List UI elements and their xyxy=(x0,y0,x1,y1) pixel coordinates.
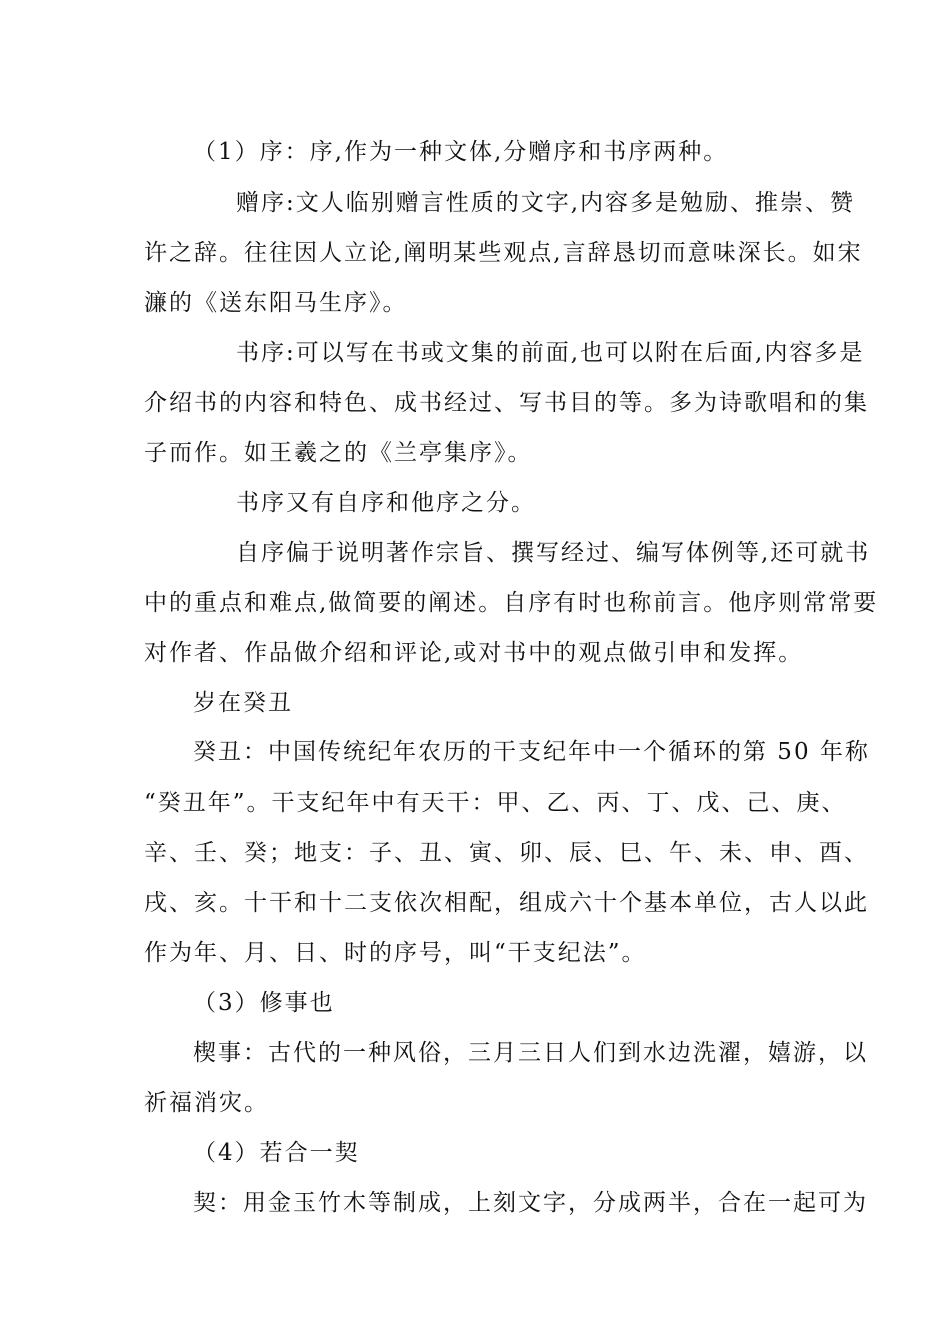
section-heading: （4）若合一契 xyxy=(193,1140,360,1166)
paragraph-line: 书序:可以写在书或文集的前面,也可以附在后面,内容多是 xyxy=(236,340,865,366)
paragraph-line: 子而作。如王羲之的《兰亭集序》。 xyxy=(144,440,533,466)
paragraph-line: 赠序:文人临别赠言性质的文字,内容多是勉励、推崇、赞 xyxy=(236,190,856,216)
paragraph-line: 对作者、作品做介绍和评论,或对书中的观点做引申和发挥。 xyxy=(144,640,804,666)
paragraph-line: 作为年、月、日、时的序号，叫“干支纪法”。 xyxy=(144,940,647,966)
paragraph-line: 中的重点和难点,做简要的阐述。自序有时也称前言。他序则常常要 xyxy=(144,590,879,616)
paragraph-line: 许之辞。往往因人立论,阐明某些观点,言辞恳切而意味深长。如宋 xyxy=(144,240,863,266)
paragraph-line: 辛、壬、癸；地支：子、丑、寅、卯、辰、巳、午、未、申、酉、 xyxy=(144,840,869,866)
paragraph-line: （1）序：序,作为一种文体,分赠序和书序两种。 xyxy=(193,139,729,165)
paragraph-line: 自序偏于说明著作宗旨、撰写经过、编写体例等,还可就书 xyxy=(236,540,871,566)
paragraph-line: 楔事：古代的一种风俗，三月三日人们到水边洗濯，嬉游，以 xyxy=(193,1040,868,1066)
paragraph-line: 书序又有自序和他序之分。 xyxy=(236,490,536,516)
paragraph-line: 祈福消灾。 xyxy=(144,1090,269,1116)
paragraph-line: “癸丑年”。干支纪年中有天干：甲、乙、丙、丁、戊、己、庚、 xyxy=(144,790,847,816)
section-heading: 岁在癸丑 xyxy=(193,690,293,716)
paragraph-line: 契：用金玉竹木等制成，上刻文字，分成两半，合在一起可为 xyxy=(193,1190,868,1216)
paragraph-line: 介绍书的内容和特色、成书经过、写书目的等。多为诗歌唱和的集 xyxy=(144,390,869,416)
paragraph-line: 戌、亥。十干和十二支依次相配，组成六十个基本单位，古人以此 xyxy=(144,890,869,916)
paragraph-line: 濂的《送东阳马生序》。 xyxy=(144,290,408,316)
paragraph-line: 癸丑：中国传统纪年农历的干支纪年中一个循环的第 50 年称 xyxy=(193,739,870,765)
section-heading: （3）修事也 xyxy=(193,990,335,1016)
